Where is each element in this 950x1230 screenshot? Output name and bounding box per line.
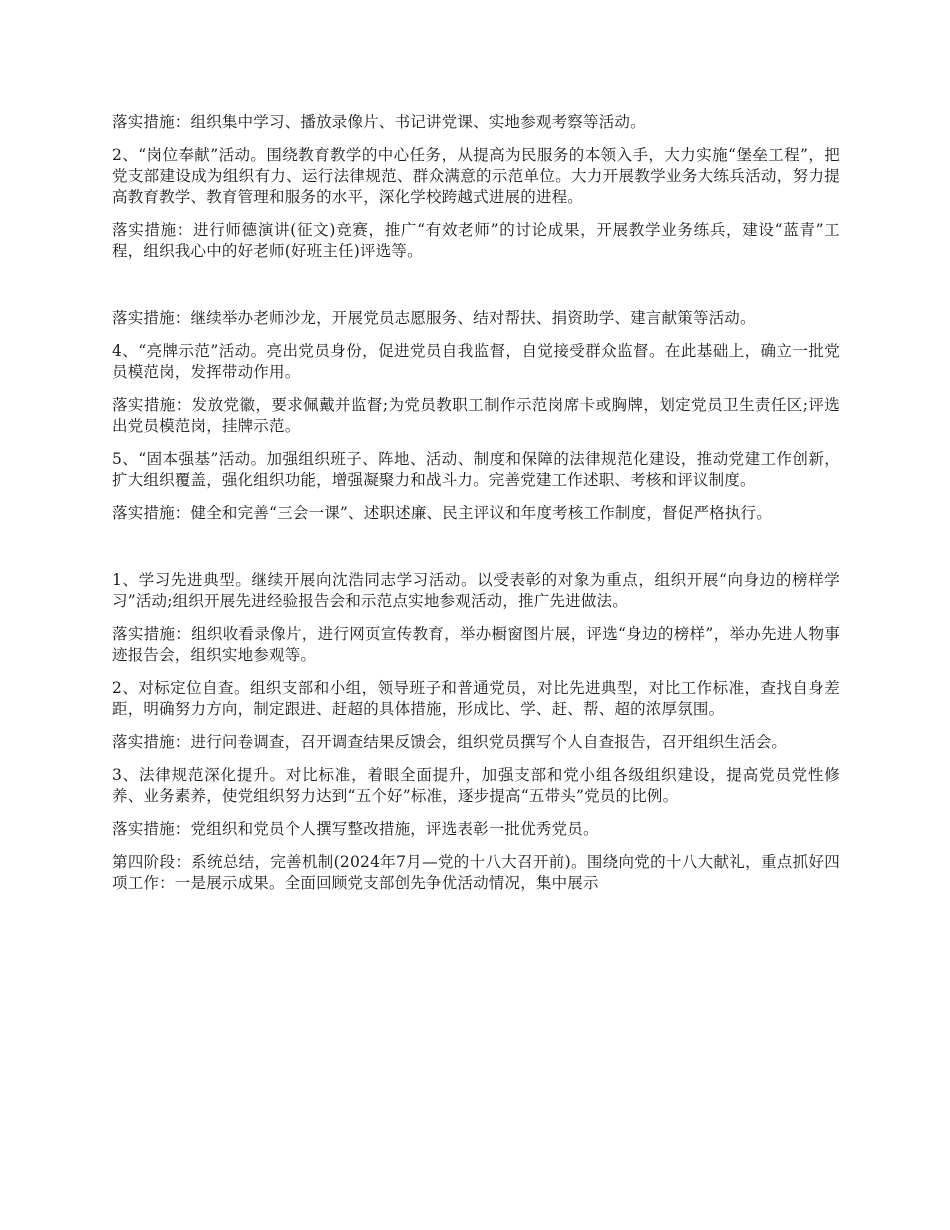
paragraph-gap [112,274,840,308]
paragraph-consolidate-foundation: 5、“固本强基”活动。加强组织班子、阵地、活动、制度和保障的法律规范化建设，推动党建工作创新，扩大组织覆盖，强化组织功能，增强凝聚力和战斗力。完善党建工作述职、考核和评议制度。 [112,450,840,489]
paragraph-measures-5: 落实措施：健全和完善“三会一课”、述职述廉、民主评议和年度考核工作制度，督促严格执行。 [112,504,772,522]
paragraph-measures-6: 落实措施：组织收看录像片，进行网页宣传教育，举办橱窗图片展，评选“身边的榜样”，举办先进人物事迹报告会，组织实地参观等。 [112,625,840,664]
paragraph-measures-2: 落实措施：进行师德演讲(征文)竞赛，推广“有效老师”的讨论成果，开展教学业务练兵，建设“蓝青”工程，组织我心中的好老师(好班主任)评选等。 [112,221,840,260]
paragraph-post-dedication: 2、“岗位奉献”活动。围绕教育教学的中心任务，从提高为民服务的本领入手，大力实施“堡垒工程”，把党支部建设成为组织有力、运行法律规范、群众满意的示范单位。大力开展教学业务大练兵活动，努力提高教育教学、教育管理和服务的水平，深化学校跨越式进展的进程。 [112,146,840,206]
paragraph-learn-models: 1、学习先进典型。继续开展向沈浩同志学习活动。以受表彰的对象为重点，组织开展“向身边的榜样学习”活动;组织开展先进经验报告会和示范点实地参观活动，推广先进做法。 [112,571,840,610]
paragraph-show-badge: 4、“亮牌示范”活动。亮出党员身份，促进党员自我监督，自觉接受群众监督。在此基础上，确立一批党员模范岗，发挥带动作用。 [112,342,840,381]
paragraph-gap [112,536,840,570]
paragraph-measures-3: 落实措施：继续举办老师沙龙，开展党员志愿服务、结对帮扶、捐资助学、建言献策等活动。 [112,309,756,327]
paragraph-stage-four: 第四阶段：系统总结，完善机制(2024年7月—党的十八大召开前)。围绕向党的十八大献礼，重点抓好四项工作：一是展示成果。全面回顾党支部创先争优活动情况，集中展示 [112,853,840,892]
paragraph-measures-8: 落实措施：党组织和党员个人撰写整改措施，评选表彰一批优秀党员。 [112,820,599,838]
document-page [112,112,840,906]
paragraph-standard-improve: 3、法律规范深化提升。对比标准，着眼全面提升，加强支部和党小组各级组织建设，提高党员党性修养、业务素养，使党组织努力达到“五个好”标准，逐步提高“五带头”党员的比例。 [112,766,840,805]
paragraph-measures-4: 落实措施：发放党徽，要求佩戴并监督;为党员教职工制作示范岗席卡或胸牌，划定党员卫生责任区;评选出党员模范岗，挂牌示范。 [112,396,840,435]
paragraph-self-check: 2、对标定位自查。组织支部和小组，领导班子和普通党员，对比先进典型，对比工作标准，查找自身差距，明确努力方向，制定跟进、赶超的具体措施，形成比、学、赶、帮、超的浓厚氛围。 [112,679,840,718]
paragraph-measures-7: 落实措施：进行问卷调查，召开调查结果反馈会，组织党员撰写个人自查报告，召开组织生活会。 [112,733,788,751]
paragraph-measures-1: 落实措施：组织集中学习、播放录像片、书记讲党课、实地参观考察等活动。 [112,113,646,131]
